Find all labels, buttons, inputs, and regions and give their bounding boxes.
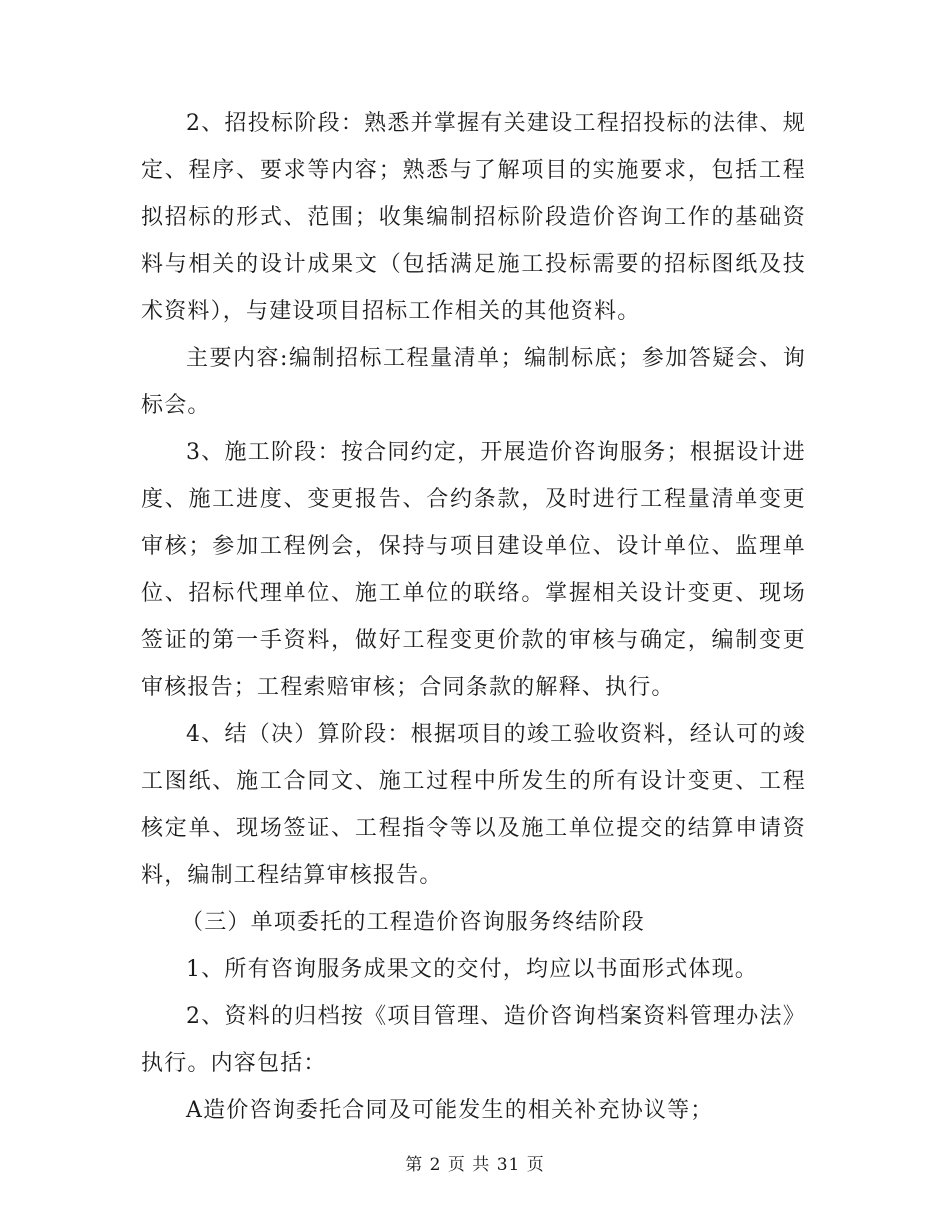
document-body [141, 100, 806, 1134]
paragraph-settlement-stage: 4、结（决）算阶段：根据项目的竣工验收资料，经认可的竣工图纸、施工合同文、施工过程中所发生的所有设计变更、工程核定单、现场签证、工程指令等以及施工单位提交的结算申请资料，编制工程结算审核报告。 [141, 722, 806, 888]
paragraph-archiving: 2、资料的归档按《项目管理、造价咨询档案资料管理办法》执行。内容包括： [141, 1004, 806, 1076]
paragraph-construction-stage: 3、施工阶段：按合同约定，开展造价咨询服务；根据设计进度、施工进度、变更报告、合约条款，及时进行工程量清单变更审核；参加工程例会，保持与项目建设单位、设计单位、监理单位、招标代理单位、施工单位的联络。掌握相关设计变更、现场签证的第一手资料，做好工程变更价款的审核与确定，编制变更审核报告；工程索赔审核；合同条款的解释、执行。 [141, 440, 806, 700]
paragraph-deliverables: 1、所有咨询服务成果文的交付，均应以书面形式体现。 [186, 957, 758, 982]
section-heading-termination: （三）单项委托的工程造价咨询服务终结阶段 [181, 910, 646, 935]
paragraph-main-content: 主要内容:编制招标工程量清单；编制标底；参加答疑会、询标会。 [141, 346, 806, 418]
paragraph-item-a: A造价咨询委托合同及可能发生的相关补充协议等； [186, 1098, 714, 1123]
paragraph-bidding-stage: 2、招投标阶段：熟悉并掌握有关建设工程招投标的法律、规定、程序、要求等内容；熟悉与了解项目的实施要求，包括工程拟招标的形式、范围；收集编制招标阶段造价咨询工作的基础资料与相关的设计成果文（包括满足施工投标需要的招标图纸及技术资料），与建设项目招标工作相关的其他资料。 [141, 111, 806, 324]
page-number-footer: 第 2 页 共 31 页 [405, 1155, 545, 1175]
